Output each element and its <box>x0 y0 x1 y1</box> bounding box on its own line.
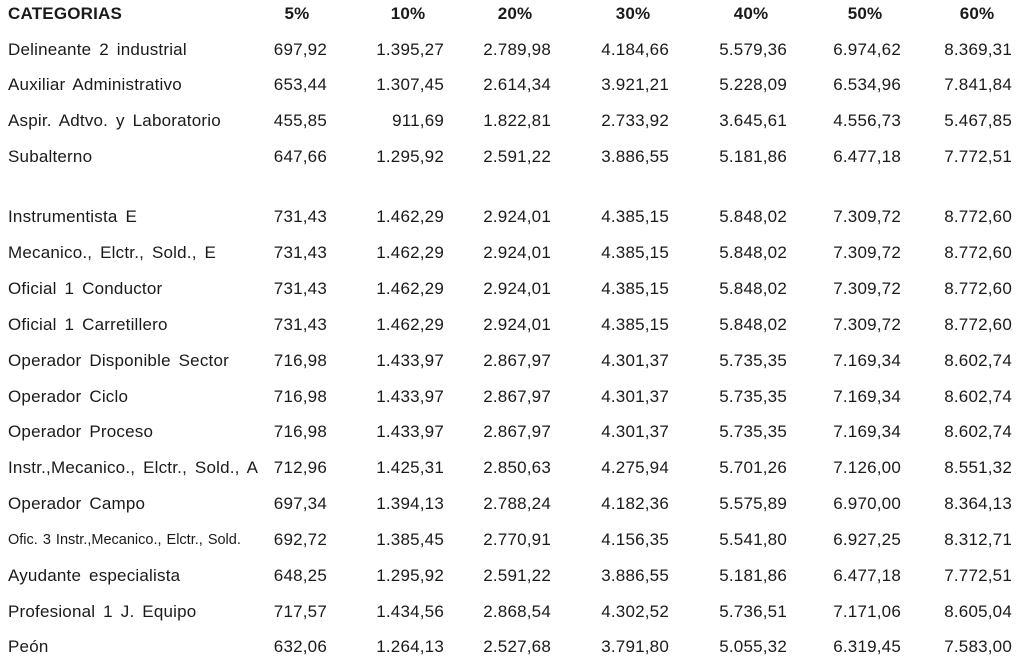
header-pct-2: 10% <box>390 4 426 23</box>
value-cell: 5.228,09 <box>719 75 787 94</box>
value-cell: 692,72 <box>273 530 327 549</box>
value-cell: 6.319,45 <box>833 637 901 656</box>
value-cell: 7.583,00 <box>944 637 1012 656</box>
value-cell: 4.385,15 <box>601 279 669 298</box>
table-row <box>0 489 1028 519</box>
value-cell: 6.927,25 <box>833 530 901 549</box>
value-cell: 8.602,74 <box>944 351 1012 370</box>
value-cell: 1.385,45 <box>376 530 444 549</box>
value-cell: 5.579,36 <box>719 40 787 59</box>
value-cell: 2.867,97 <box>483 387 551 406</box>
value-cell: 8.369,31 <box>944 40 1012 59</box>
value-cell: 7.169,34 <box>833 351 901 370</box>
table-row <box>0 346 1028 376</box>
table-row <box>0 382 1028 412</box>
value-cell: 8.772,60 <box>944 207 1012 226</box>
value-cell: 6.970,00 <box>833 494 901 513</box>
header-pct-3: 20% <box>497 4 533 23</box>
table-row <box>0 274 1028 304</box>
value-cell: 2.868,54 <box>483 602 551 621</box>
category-cell: Ayudante especialista <box>8 566 181 585</box>
value-cell: 712,96 <box>273 458 327 477</box>
value-cell: 1.433,97 <box>376 387 444 406</box>
value-cell: 1.394,13 <box>376 494 444 513</box>
value-cell: 5.701,26 <box>719 458 787 477</box>
value-cell: 2.789,98 <box>483 40 551 59</box>
value-cell: 648,25 <box>273 566 327 585</box>
value-cell: 2.770,91 <box>483 530 551 549</box>
value-cell: 5.735,35 <box>719 351 787 370</box>
value-cell: 8.602,74 <box>944 422 1012 441</box>
value-cell: 697,34 <box>273 494 327 513</box>
value-cell: 2.867,97 <box>483 351 551 370</box>
category-cell: Operador Campo <box>8 494 146 513</box>
value-cell: 1.433,97 <box>376 422 444 441</box>
category-cell: Instrumentista E <box>8 207 138 226</box>
table-row <box>0 310 1028 340</box>
value-cell: 4.556,73 <box>833 111 901 130</box>
category-cell: Subalterno <box>8 147 93 166</box>
value-cell: 647,66 <box>273 147 327 166</box>
category-cell: Operador Proceso <box>8 422 154 441</box>
value-cell: 731,43 <box>273 243 327 262</box>
category-cell: Auxiliar Administrativo <box>8 75 182 94</box>
table-row <box>0 70 1028 100</box>
value-cell: 5.848,02 <box>719 207 787 226</box>
value-cell: 716,98 <box>273 387 327 406</box>
value-cell: 7.309,72 <box>833 243 901 262</box>
category-cell: Profesional 1 J. Equipo <box>8 602 197 621</box>
value-cell: 8.772,60 <box>944 243 1012 262</box>
value-cell: 1.295,92 <box>376 566 444 585</box>
header-categorias: CATEGORIAS <box>8 4 123 23</box>
value-cell: 4.385,15 <box>601 315 669 334</box>
table-row <box>0 106 1028 136</box>
category-cell: Operador Disponible Sector <box>8 351 229 370</box>
value-cell: 731,43 <box>273 279 327 298</box>
value-cell: 4.301,37 <box>601 351 669 370</box>
value-cell: 697,92 <box>273 40 327 59</box>
value-cell: 2.591,22 <box>483 566 551 585</box>
value-cell: 1.295,92 <box>376 147 444 166</box>
table-row <box>0 142 1028 172</box>
table-row <box>0 238 1028 268</box>
value-cell: 4.184,66 <box>601 40 669 59</box>
table-row <box>0 597 1028 627</box>
value-cell: 7.772,51 <box>944 566 1012 585</box>
value-cell: 7.309,72 <box>833 315 901 334</box>
value-cell: 5.735,35 <box>719 422 787 441</box>
value-cell: 716,98 <box>273 422 327 441</box>
value-cell: 6.477,18 <box>833 566 901 585</box>
value-cell: 8.312,71 <box>944 530 1012 549</box>
header-row <box>0 0 1028 29</box>
value-cell: 3.886,55 <box>601 147 669 166</box>
value-cell: 1.462,29 <box>376 243 444 262</box>
value-cell: 1.395,27 <box>376 40 444 59</box>
value-cell: 2.924,01 <box>483 207 551 226</box>
category-cell: Delineante 2 industrial <box>8 40 187 59</box>
header-pct-6: 50% <box>847 4 883 23</box>
value-cell: 5.575,89 <box>719 494 787 513</box>
value-cell: 731,43 <box>273 315 327 334</box>
value-cell: 5.848,02 <box>719 279 787 298</box>
value-cell: 2.924,01 <box>483 279 551 298</box>
value-cell: 653,44 <box>273 75 327 94</box>
value-cell: 7.772,51 <box>944 147 1012 166</box>
category-cell: Instr.,Mecanico., Elctr., Sold., A <box>8 458 259 477</box>
value-cell: 8.772,60 <box>944 315 1012 334</box>
value-cell: 4.156,35 <box>601 530 669 549</box>
value-cell: 4.302,52 <box>601 602 669 621</box>
value-cell: 2.867,97 <box>483 422 551 441</box>
value-cell: 1.264,13 <box>376 637 444 656</box>
value-cell: 1.822,81 <box>483 111 551 130</box>
value-cell: 2.733,92 <box>601 111 669 130</box>
value-cell: 5.848,02 <box>719 243 787 262</box>
table-row <box>0 453 1028 483</box>
value-cell: 8.364,13 <box>944 494 1012 513</box>
value-cell: 5.055,32 <box>719 637 787 656</box>
header-pct-4: 30% <box>615 4 651 23</box>
value-cell: 5.848,02 <box>719 315 787 334</box>
value-cell: 6.974,62 <box>833 40 901 59</box>
value-cell: 5.735,35 <box>719 387 787 406</box>
table-row <box>0 561 1028 591</box>
value-cell: 5.181,86 <box>719 566 787 585</box>
value-cell: 2.924,01 <box>483 243 551 262</box>
value-cell: 3.921,21 <box>601 75 669 94</box>
category-cell: Oficial 1 Conductor <box>8 279 163 298</box>
value-cell: 3.886,55 <box>601 566 669 585</box>
category-cell: Ofic. 3 Instr.,Mecanico., Elctr., Sold. <box>8 532 241 548</box>
value-cell: 7.169,34 <box>833 387 901 406</box>
value-cell: 2.527,68 <box>483 637 551 656</box>
value-cell: 8.605,04 <box>944 602 1012 621</box>
value-cell: 3.791,80 <box>601 637 669 656</box>
value-cell: 1.434,56 <box>376 602 444 621</box>
header-pct-5: 40% <box>733 4 769 23</box>
value-cell: 1.425,31 <box>376 458 444 477</box>
value-cell: 4.385,15 <box>601 207 669 226</box>
value-cell: 5.467,85 <box>944 111 1012 130</box>
value-cell: 911,69 <box>392 111 444 130</box>
value-cell: 7.171,06 <box>833 602 901 621</box>
table-row <box>0 632 1028 662</box>
value-cell: 4.275,94 <box>601 458 669 477</box>
value-cell: 1.433,97 <box>376 351 444 370</box>
category-cell: Peón <box>8 637 49 656</box>
table-row <box>0 525 1028 555</box>
value-cell: 8.602,74 <box>944 387 1012 406</box>
value-cell: 4.301,37 <box>601 387 669 406</box>
value-cell: 7.309,72 <box>833 207 901 226</box>
value-cell: 2.788,24 <box>483 494 551 513</box>
value-cell: 716,98 <box>273 351 327 370</box>
value-cell: 6.534,96 <box>833 75 901 94</box>
value-cell: 6.477,18 <box>833 147 901 166</box>
value-cell: 1.462,29 <box>376 279 444 298</box>
value-cell: 7.309,72 <box>833 279 901 298</box>
value-cell: 8.772,60 <box>944 279 1012 298</box>
category-cell: Mecanico., Elctr., Sold., E <box>8 243 217 262</box>
value-cell: 7.126,00 <box>833 458 901 477</box>
value-cell: 8.551,32 <box>944 458 1012 477</box>
value-cell: 1.462,29 <box>376 207 444 226</box>
value-cell: 5.541,80 <box>719 530 787 549</box>
value-cell: 2.850,63 <box>483 458 551 477</box>
value-cell: 7.841,84 <box>944 75 1012 94</box>
value-cell: 4.301,37 <box>601 422 669 441</box>
value-cell: 1.462,29 <box>376 315 444 334</box>
value-cell: 1.307,45 <box>376 75 444 94</box>
value-cell: 731,43 <box>273 207 327 226</box>
table-row <box>0 202 1028 232</box>
value-cell: 455,85 <box>273 111 327 130</box>
table-row <box>0 35 1028 65</box>
value-cell: 3.645,61 <box>719 111 787 130</box>
header-pct-1: 5% <box>284 4 310 23</box>
table-row <box>0 417 1028 447</box>
value-cell: 2.924,01 <box>483 315 551 334</box>
category-cell: Operador Ciclo <box>8 387 129 406</box>
value-cell: 5.181,86 <box>719 147 787 166</box>
value-cell: 632,06 <box>273 637 327 656</box>
value-cell: 4.182,36 <box>601 494 669 513</box>
header-pct-7: 60% <box>959 4 995 23</box>
value-cell: 5.736,51 <box>719 602 787 621</box>
value-cell: 2.591,22 <box>483 147 551 166</box>
value-cell: 717,57 <box>273 602 327 621</box>
value-cell: 4.385,15 <box>601 243 669 262</box>
category-cell: Aspir. Adtvo. y Laboratorio <box>8 111 221 130</box>
category-cell: Oficial 1 Carretillero <box>8 315 168 334</box>
value-cell: 7.169,34 <box>833 422 901 441</box>
value-cell: 2.614,34 <box>483 75 551 94</box>
